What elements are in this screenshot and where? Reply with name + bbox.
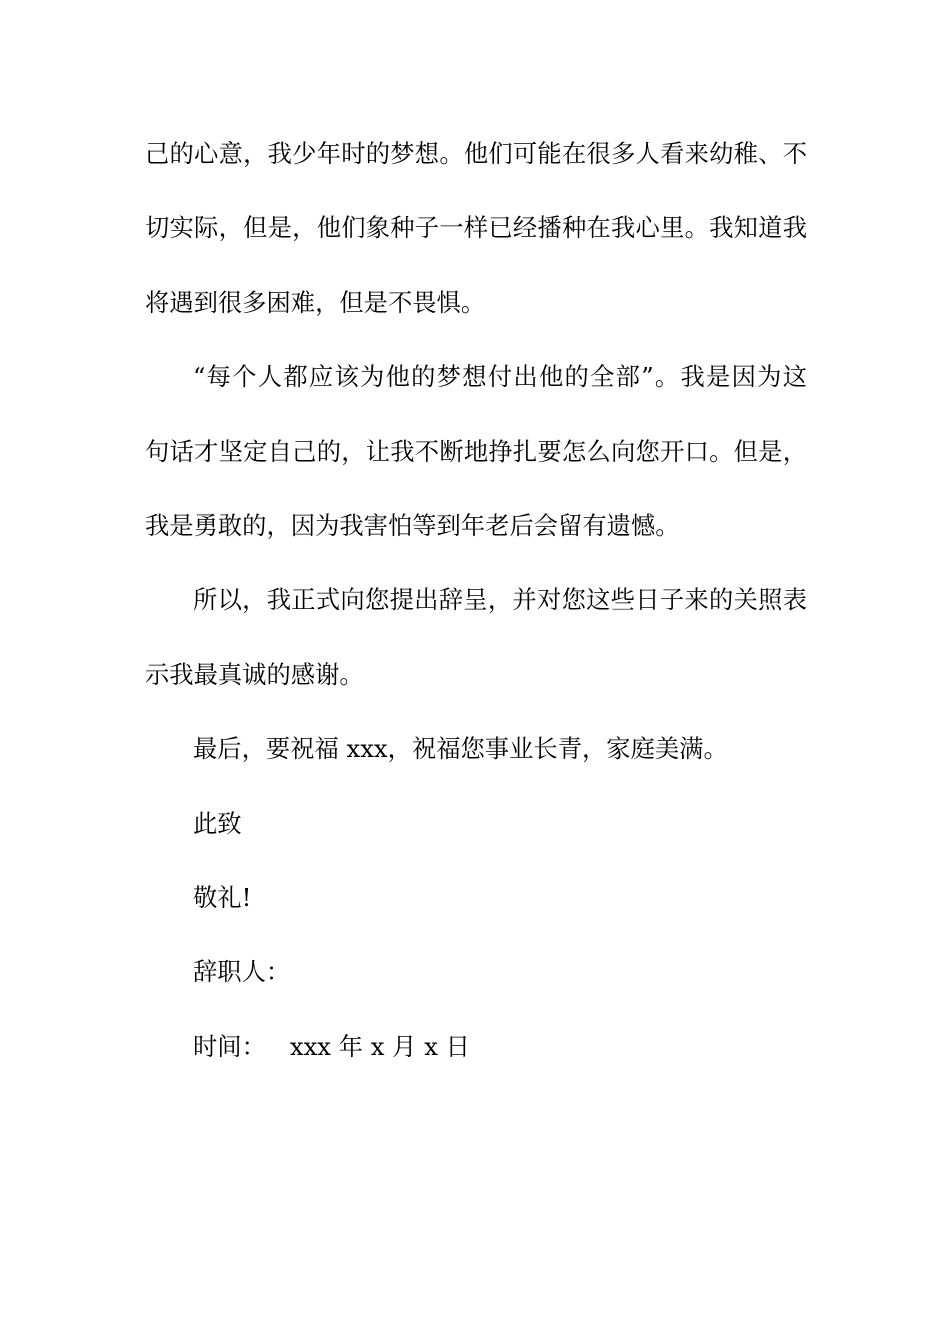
paragraph-line: 将遇到很多困难，但是不畏惧。 bbox=[145, 287, 486, 317]
date-label: 时间： bbox=[193, 1031, 266, 1061]
paragraph-line: 句话才坚定自己的，让我不断地挣扎要怎么向您开口。但是， bbox=[145, 436, 807, 466]
paragraph-line: 所以，我正式向您提出辞呈，并对您这些日子来的关照表 bbox=[193, 585, 807, 615]
date-value: xxx 年 x 月 x 日 bbox=[289, 1031, 470, 1061]
paragraph-line: 己的心意，我少年时的梦想。他们可能在很多人看来幼稚、不 bbox=[145, 139, 807, 168]
letter-body bbox=[145, 128, 807, 1095]
paragraph-line: 切实际，但是，他们象种子一样已经播种在我心里。我知道我 bbox=[145, 213, 807, 243]
paragraph-line: 示我最真诚的感谢。 bbox=[145, 659, 364, 689]
closing-wish: 最后，要祝福 xxx，祝福您事业长青，家庭美满。 bbox=[193, 734, 728, 764]
signature-label: 辞职人： bbox=[193, 957, 291, 987]
salutation-jing-li: 敬礼! bbox=[193, 882, 252, 912]
salutation-ci-zhi: 此致 bbox=[193, 808, 242, 838]
date-line bbox=[145, 1021, 807, 1095]
paragraph-line: “每个人都应该为他的梦想付出他的全部”。我是因为这 bbox=[193, 362, 807, 392]
paragraph-line: 我是勇敢的，因为我害怕等到年老后会留有遗憾。 bbox=[145, 510, 680, 540]
